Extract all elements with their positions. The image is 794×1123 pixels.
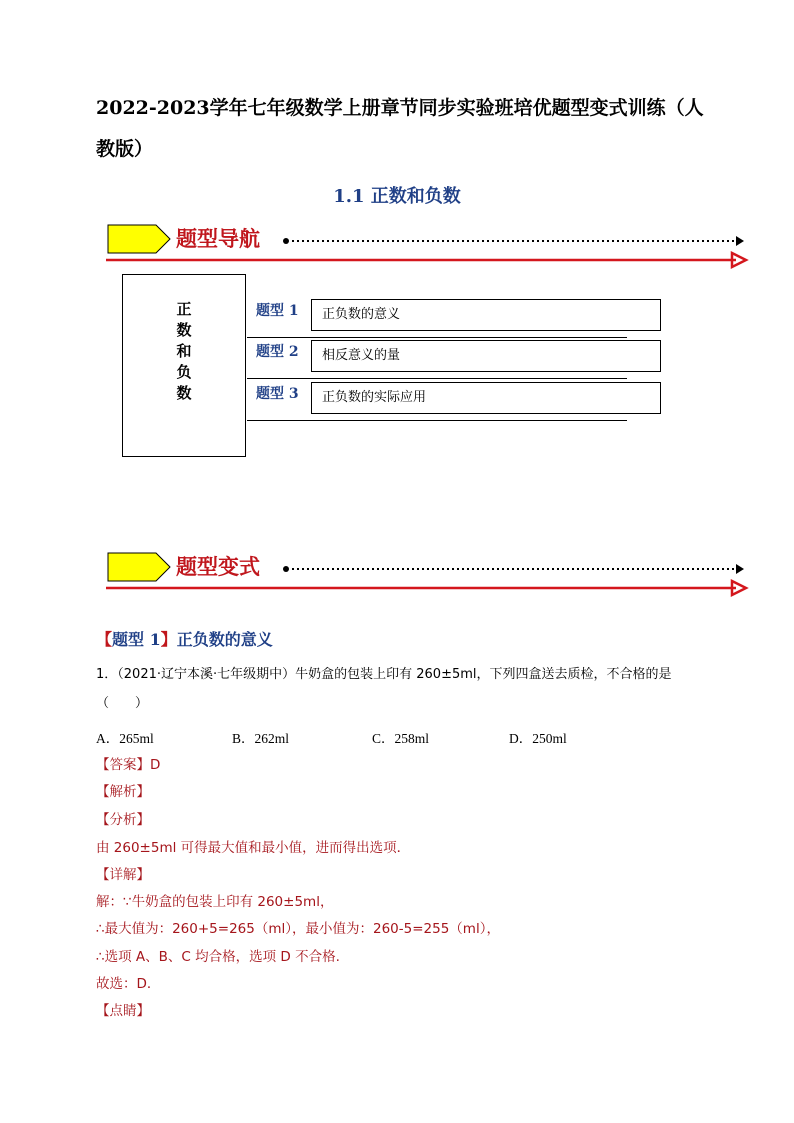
divider xyxy=(247,378,627,379)
bullet-dot xyxy=(283,238,289,244)
topic-char: 数 xyxy=(176,384,192,402)
dotted-arrow-head xyxy=(736,564,744,574)
analysis-heading: 【解析】 xyxy=(96,784,150,800)
topic-box-text xyxy=(123,299,245,404)
detail-line-4: 故选：D． xyxy=(96,976,161,992)
divider xyxy=(247,337,627,338)
topic-char: 正 xyxy=(176,300,192,318)
nav-type-label-1: 题型 1 xyxy=(256,303,299,319)
bullet-dot xyxy=(283,566,289,572)
yellow-arrow-icon xyxy=(108,225,170,253)
question-stem: 1．（2021·辽宁本溪·七年级期中）牛奶盒的包装上印有 260±5ml，下列四盒送去质检，不合格的是 xyxy=(96,667,672,682)
topic-char: 数 xyxy=(176,321,192,339)
variant-banner-title: 题型变式 xyxy=(176,554,260,579)
topic-box xyxy=(122,274,246,457)
detail-line-2: ∴最大值为：260+5=265（ml），最小值为：260-5=255（ml）， xyxy=(96,921,500,937)
variant-banner xyxy=(106,550,756,592)
nav-type-box-3[interactable]: 正负数的实际应用 xyxy=(311,382,661,414)
choice-d: D．250ml xyxy=(509,731,567,746)
choice-c: C．258ml xyxy=(372,731,430,746)
section-title: 正负数的意义 xyxy=(176,630,273,649)
nav-type-box-1[interactable]: 正负数的意义 xyxy=(311,299,661,331)
fenxi-text: 由 260±5ml 可得最大值和最小值，进而得出选项． xyxy=(96,840,411,856)
detail-line-1: 解：∵牛奶盒的包装上印有 260±5ml， xyxy=(96,894,334,910)
nav-banner xyxy=(106,222,756,264)
chapter-subtitle: 1.1 正数和负数 xyxy=(333,186,461,207)
fenxi-heading: 【分析】 xyxy=(96,812,150,828)
topic-char: 和 xyxy=(176,342,192,360)
section-bracket-close: 】 xyxy=(160,630,177,649)
topic-char: 负 xyxy=(176,363,192,381)
section-heading xyxy=(96,627,273,650)
divider xyxy=(247,420,627,421)
document-title: 2022-2023学年七年级数学上册章节同步实验班培优题型变式训练（人教版） xyxy=(96,97,704,160)
nav-type-box-2[interactable]: 相反意义的量 xyxy=(311,340,661,372)
detail-heading: 【详解】 xyxy=(96,867,150,883)
dotted-arrow-head xyxy=(736,236,744,246)
dianjing-heading: 【点睛】 xyxy=(96,1003,150,1019)
nav-type-label-2: 题型 2 xyxy=(256,344,299,360)
detail-line-3: ∴选项 A、B、C 均合格，选项 D 不合格. xyxy=(96,949,340,965)
section-label: 题型 1 xyxy=(112,630,161,649)
question-paren: （ ） xyxy=(96,696,149,711)
choice-a: A．265ml xyxy=(96,731,154,746)
choice-b: B．262ml xyxy=(232,731,290,746)
section-bracket-open: 【 xyxy=(96,630,113,649)
answer-line: 【答案】D xyxy=(96,757,161,773)
nav-type-label-3: 题型 3 xyxy=(256,386,299,402)
nav-banner-title: 题型导航 xyxy=(176,226,260,251)
yellow-arrow-icon xyxy=(108,553,170,581)
